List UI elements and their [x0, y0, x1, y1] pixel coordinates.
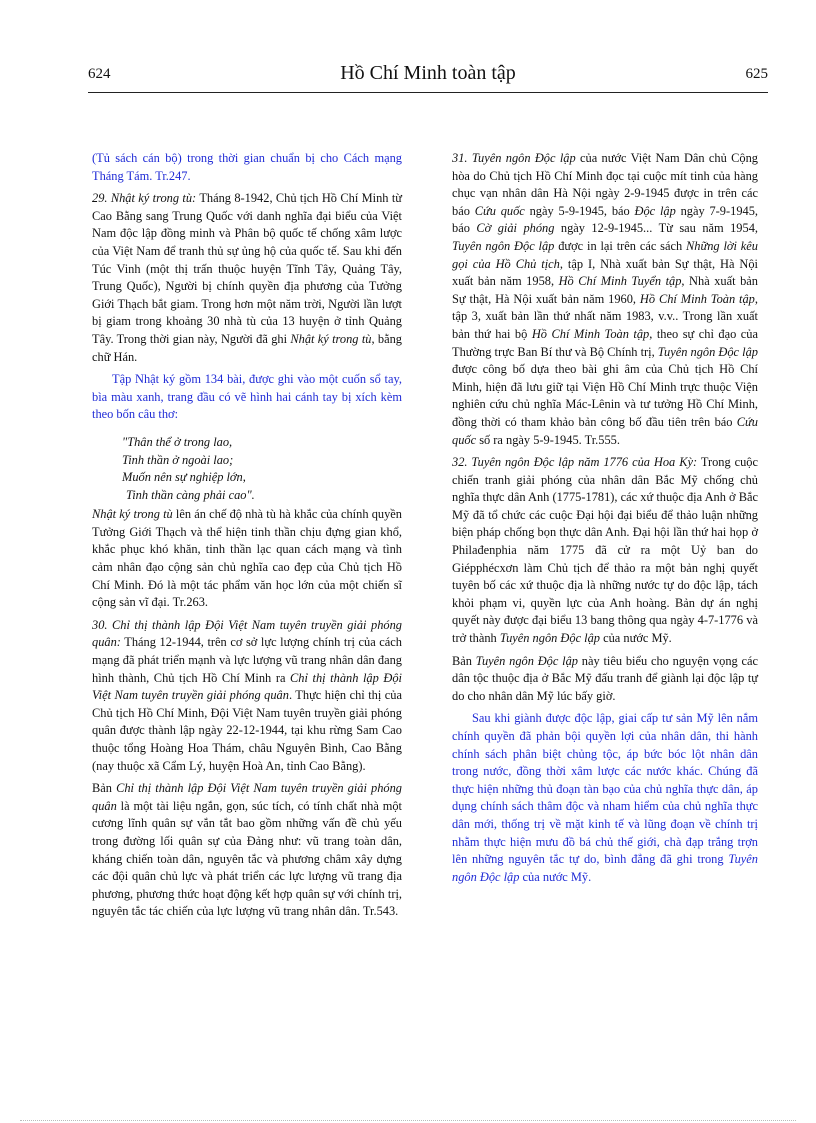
- note-30-title: 30. Chỉ thị thành lập Đội Việt Nam tuyên truyền giải phóng quân:: [92, 617, 402, 650]
- note-32-summary: [452, 653, 758, 706]
- note-30-text: Tháng 12-1944, trên cơ sở lực lượng chính trị của cách mạng đã phát triển mạnh và lực lượng vũ trang nhân dân đang hình thành, Chủ tịch Hồ Chí Minh ra: [92, 635, 402, 685]
- note-30-summary: [92, 780, 402, 921]
- note-31-text: của nước Việt Nam Dân chủ Cộng hòa do Chủ tịch Hồ Chí Minh đọc tại cuộc mít tinh của hàng chục vạn nhân dân Hà Nội ngày 2-9-1945 được in trên các báo: [452, 151, 758, 218]
- note-31-em: Những lời kêu gọi của Hồ Chủ tịch: [452, 238, 758, 271]
- note-31-em: Hồ Chí Minh Toàn tập: [639, 291, 755, 306]
- verse-line: Tinh thần ở ngoài lao;: [122, 452, 234, 467]
- note-31-em: Cứu quốc: [474, 203, 525, 218]
- header-rule: [88, 92, 768, 93]
- note-30-emphasis: Chỉ thị thành lập Đội Việt Nam tuyên truyền giải phóng quân: [92, 670, 402, 703]
- note-31-em: Tuyên ngôn Độc lập: [452, 238, 555, 253]
- note-31-text: ngày 5-9-1945, báo: [524, 203, 635, 218]
- note-29-emphasis: Nhật ký trong tù: [290, 331, 372, 346]
- note-31-text: được in lại trên các sách: [554, 238, 687, 253]
- note-29-title: 29. Nhật ký trong tù:: [92, 191, 197, 206]
- note-29-text-end: , bằng chữ Hán.: [92, 331, 402, 364]
- note-31-em: Cờ giải phóng: [476, 221, 555, 236]
- verse-line: "Thân thể ở trong lao,: [122, 434, 233, 449]
- note-31-text: , tập I, Nhà xuất bản Sự thật, Hà Nội xuất bản năm 1958,: [452, 256, 758, 289]
- note-30-summary-text: là một tài liệu ngắn, gọn, súc tích, có tính chất nhà một cương lĩnh quân sự vắn tắt bao gồm những vấn đề chủ yếu trong đường lối quân sự của Đảng như: vũ trang toàn dân, kháng chiến toàn dân, nguyên tắc và phương châm xây dựng các đội quân chủ lực và phát triển các lực lượng vũ trang địa phương, phương thức hoạt động kết hợp quân sự với chính trị, nguyên tắc tác chiến của lực lượng vũ trang nhân dân. Tr.543.: [92, 798, 402, 919]
- note-31: [452, 150, 758, 449]
- note-31-em: Cứu quốc: [452, 414, 758, 447]
- note-31-title: 31. Tuyên ngôn Độc lập: [452, 151, 576, 165]
- note-32-emphasis: Tuyên ngôn Độc lập: [499, 631, 601, 646]
- note-32-blue-text: Sau khi giành được độc lập, giai cấp tư sản Mỹ lên nắm chính quyền đã phản bội quyền lợi của nhân dân, thi hành chính sách phân biệt chủng tộc, áp bức bóc lột nhân dân trong nước, đồng thời xâm lược các nước khác. Chúng đã thực hiện những thủ đoạn tàn bạo của chủ nghĩa thực dân, áp dụng chính sách thâm độc và nham hiểm của chủ nghĩa thực dân mới, thống trị về mặt kinh tế và lũng đoạn về chính trị nhằm thực hiện mưu đồ bá chủ thế giới, chà đạp trắng trợn lên những nguyên tắc tự do, bình đẳng đã ghi trong: [452, 711, 758, 867]
- note-32-blue-emphasis: Tuyên ngôn Độc lập: [452, 852, 758, 884]
- note-30-text-end: . Thực hiện chỉ thị của Chủ tịch Hồ Chí Minh, Đội Việt Nam tuyên truyền giải phóng quân được thành lập ngày 22-12-1944, tại khu rừng Sam Cao thuộc tổng Hoàng Hoa Thám, châu Nguyên Bình, Cao Bằng (nay thuộc xã Cẩm Lý, huyện Hoà An, tỉnh Cao Bằng).: [92, 688, 403, 773]
- page-bottom-divider: [20, 1120, 796, 1121]
- note-31-text-end: số ra ngày 5-9-1945. Tr.555.: [476, 432, 620, 447]
- note-31-text: , tập 3, xuất bản lần thứ nhất năm 1983, v.v.. Trong lần xuất bản thứ hai bộ: [452, 291, 758, 341]
- note-32-summary-emphasis: Tuyên ngôn Độc lập: [475, 653, 578, 668]
- note-31-text: , theo sự chỉ đạo của Thường trực Ban Bí thư và Bộ Chính trị,: [452, 326, 758, 359]
- note-29-summary: [92, 506, 402, 612]
- note-31-text: được công bố dựa theo bài ghi âm của Chủ tịch Hồ Chí Minh, hiện đã lưu giữ tại Viện Hồ Chí Minh trực thuộc Viện nghiên cứu chủ nghĩa Mác-Lênin và tư tưởng Hồ Chí Minh, đồng thời có tham khảo bản công bố đầu tiên trên báo: [452, 362, 758, 429]
- note-30-summary-emphasis: Chỉ thị thành lập Đội Việt Nam tuyên truyền giải phóng quân: [92, 781, 402, 813]
- note-32-title: 32. Tuyên ngôn Độc lập năm 1776 của Hoa Kỳ:: [452, 455, 698, 470]
- note-32-summary-start: Bản: [452, 653, 476, 668]
- note-29-diary-desc: Tập Nhật ký gồm 134 bài, được ghi vào một cuốn sổ tay, bìa màu xanh, trang đầu có vẽ hình hai cánh tay bị xích kèm theo bốn câu thơ:: [92, 372, 402, 422]
- note-32-text: Trong cuộc chiến tranh giải phóng của nhân dân Bắc Mỹ chống chủ nghĩa thực dân Anh (1775-1781), các xứ thuộc địa Anh ở Bắc Mỹ đã tổ chức các cuộc Đại hội đại biểu để thảo luận những biện pháp chống bọn thực dân Anh. Đại hội lần thứ hai họp ở Philađenphia năm 1775 đã cử ra một Uỷ ban do Giépphécxơn làm Chủ tịch để thảo ra một bản nghị quyết tuyên bố các xứ thuộc địa là những nước tự do độc lập, tách khỏi phạm vi, quyền lực của Anh hoàng. Bản dự án nghị quyết này được đại biểu 13 bang thông qua ngày 4-7-1776 và trở thành: [452, 455, 758, 646]
- note-30-summary-start: Bản: [92, 781, 117, 796]
- paragraph-continuation: (Tủ sách cán bộ) trong thời gian chuẩn bị cho Cách mạng Tháng Tám. Tr.247.: [92, 151, 402, 183]
- note-31-em: Tuyên ngôn Độc lập: [657, 344, 758, 359]
- left-column: [92, 150, 402, 926]
- right-column: [452, 150, 758, 891]
- verse-line: Muốn nên sự nghiệp lớn,: [122, 470, 246, 485]
- note-30: [92, 617, 402, 775]
- note-31-em: Hồ Chí Minh Toàn tập: [531, 326, 650, 341]
- note-32: [452, 454, 758, 648]
- note-31-text: ngày 12-9-1945... Từ sau năm 1954,: [554, 221, 758, 236]
- verse-line: Tinh thần càng phải cao".: [126, 487, 255, 502]
- note-29: [92, 190, 402, 366]
- note-29-text: Tháng 8-1942, Chủ tịch Hồ Chí Minh từ Cao Bằng sang Trung Quốc với danh nghĩa đại biểu của Việt Nam độc lập đồng minh và Phân bộ quốc tế chống xâm lược của Việt Nam để tranh thủ sự ủng hộ của quốc tế. Sau khi đến Túc Vinh (một thị trấn thuộc huyện Tĩnh Tây, Quảng Tây, Trung Quốc), Người bị chính quyền địa phương của Tưởng Giới Thạch bắt giam. Trong hơn một năm trời, Người lần lượt bị giam trong khoảng 30 nhà tù của 13 huyện ở tỉnh Quảng Tây. Trong thời gian này, Người đã ghi: [92, 191, 402, 346]
- page-header: [88, 62, 768, 90]
- note-29-summary-text: lên án chế độ nhà tù hà khắc của chính quyền Tưởng Giới Thạch và thể hiện tinh thần chịu đựng gian khổ, khắc phục khó khăn, tinh thần lạc quan cách mạng và tình cảm nhân đạo cộng sản chủ nghĩa cao đẹp của Chủ tịch Hồ Chí Minh. Đó là một tác phẩm văn học lớn của một chiến sĩ cộng sản vĩ đại. Tr.263.: [92, 507, 402, 610]
- book-title: Hồ Chí Minh toàn tập: [340, 62, 516, 84]
- note-31-em: Độc lập: [634, 203, 676, 218]
- note-32-text-end: của nước Mỹ.: [600, 631, 672, 646]
- note-32-summary-text: này tiêu biểu cho nguyện vọng các dân tộc thuộc địa ở Bắc Mỹ đấu tranh để giành lại độc lập tự do cho nhân dân Mỹ lúc bấy giờ.: [452, 653, 758, 703]
- note-31-em: Hồ Chí Minh Tuyển tập: [558, 274, 682, 289]
- poem-verse: [122, 434, 402, 504]
- note-32-blue-paragraph: [452, 710, 758, 886]
- note-31-text: , Nhà xuất bản Sự thật, Hà Nội xuất bản năm 1960,: [452, 274, 758, 306]
- note-31-text: ngày 7-9-1945, báo: [452, 203, 759, 236]
- note-29-summary-emphasis: Nhật ký trong tù: [92, 507, 173, 522]
- page-number-left: 624: [88, 66, 111, 82]
- page-number-right: 625: [745, 66, 768, 82]
- note-32-blue-text-end: của nước Mỹ.: [519, 869, 592, 884]
